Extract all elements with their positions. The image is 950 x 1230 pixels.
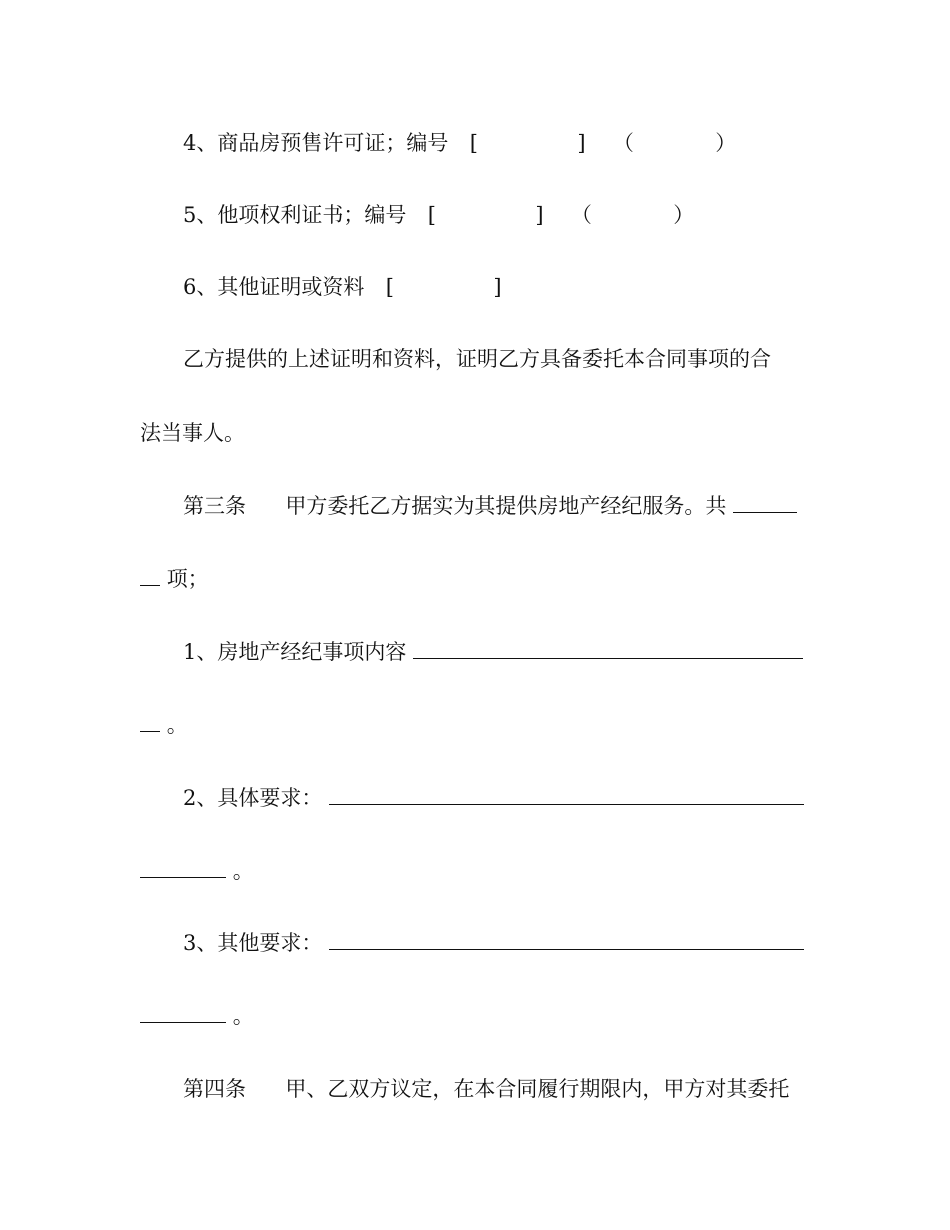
sub-1-blank-cont <box>140 713 160 732</box>
item-4-bracket-close: ] <box>577 131 586 155</box>
item-5-bracket-open: [ <box>427 203 436 227</box>
article-3-heading: 第三条 <box>183 494 246 518</box>
item-6-bracket-open: [ <box>385 275 394 299</box>
article-3-cont-text: 项； <box>166 567 209 591</box>
article-4-text: 甲、乙双方议定，在本合同履行期限内，甲方对其委托 <box>285 1077 790 1101</box>
sub-1-label: 1、房地产经纪事项内容 <box>183 640 407 664</box>
item-4-label: 4、商品房预售许可证；编号 <box>183 131 449 155</box>
item-5-line <box>183 201 694 229</box>
sub-2-blank-cont <box>140 859 226 878</box>
item-4-paren-open: （ <box>612 131 634 155</box>
sub-3-end: 。 <box>232 1004 254 1028</box>
proof-paragraph-line-2: 法当事人。 <box>140 421 245 445</box>
item-4-paren-close: ） <box>715 131 737 155</box>
sub-3-line <box>183 929 804 957</box>
sub-2-blank <box>329 786 804 805</box>
item-6-label: 6、其他证明或资料 <box>183 275 365 299</box>
item-4-bracket-open: [ <box>469 131 478 155</box>
item-4-line <box>183 129 736 157</box>
sub-3-blank-cont <box>140 1004 226 1023</box>
article-4-heading: 第四条 <box>183 1077 246 1101</box>
sub-2-continuation <box>140 857 254 885</box>
article-3-blank <box>733 494 797 513</box>
item-5-bracket-close: ] <box>535 203 544 227</box>
item-6-bracket-close: ] <box>493 275 502 299</box>
item-6-line <box>183 273 502 301</box>
article-3-text: 甲方委托乙方据实为其提供房地产经纪服务。共 <box>285 494 727 518</box>
article-3-blank-cont <box>140 567 160 586</box>
sub-1-end: 。 <box>166 713 188 737</box>
article-3-line <box>183 492 797 520</box>
proof-paragraph-line-1: 乙方提供的上述证明和资料，证明乙方具备委托本合同事项的合 <box>183 347 771 371</box>
sub-2-end: 。 <box>232 859 254 883</box>
sub-2-line <box>183 784 804 812</box>
article-3-continuation <box>140 565 209 593</box>
sub-2-label: 2、具体要求： <box>183 786 323 810</box>
sub-3-label: 3、其他要求： <box>183 931 323 955</box>
item-5-label: 5、他项权利证书；编号 <box>183 203 407 227</box>
sub-3-blank <box>329 931 804 950</box>
sub-1-blank <box>413 640 803 659</box>
sub-3-continuation <box>140 1002 254 1030</box>
item-5-paren-close: ） <box>673 203 695 227</box>
article-4-line <box>183 1075 789 1103</box>
item-5-paren-open: （ <box>570 203 592 227</box>
sub-1-continuation <box>140 711 188 739</box>
sub-1-line <box>183 638 803 666</box>
